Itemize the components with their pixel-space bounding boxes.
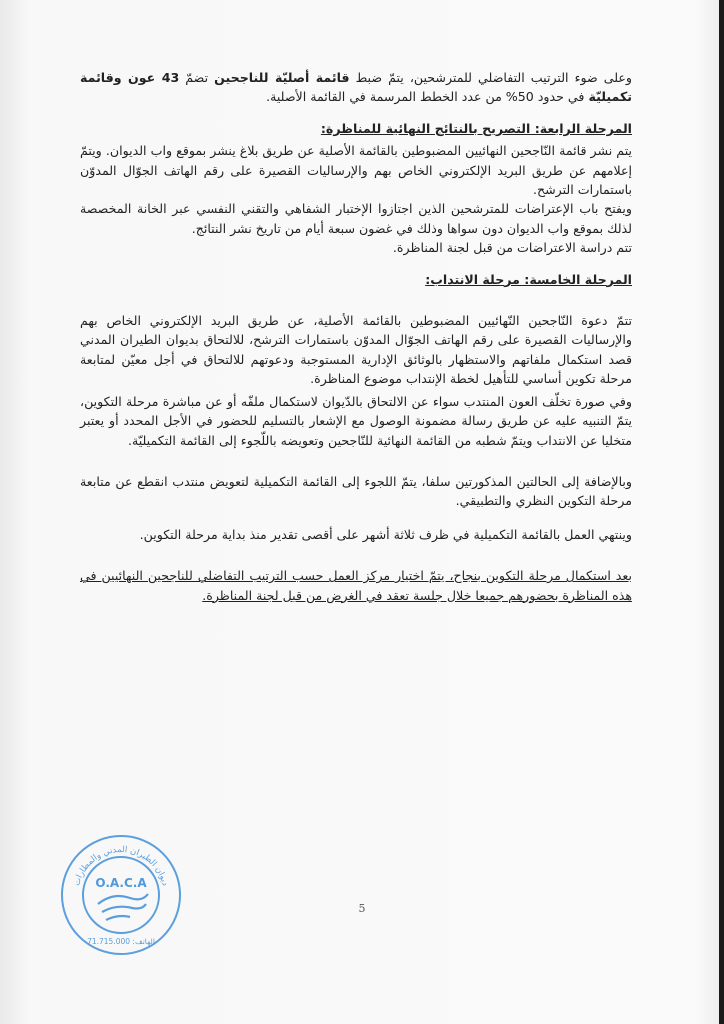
stage5-heading: المرحلة الخامسة: مرحلة الانتداب: xyxy=(425,271,632,287)
stage4-paragraph-2: ويفتح باب الإعتراضات للمترشحين الذين اجتازوا الإختبار الشفاهي والتقني النفسي عبر الخانة المخصصة لذلك بموقع واب الديوان دون سواها وذلك في غضون سبعة أيام من تاريخ نشر النتائج. xyxy=(80,201,632,236)
stamp-arc-text: ديوان الطيران المدني والمطارات xyxy=(72,844,170,888)
stage5-paragraph-4: وينتهي العمل بالقائمة التكميلية في ظرف ثلاثة أشهر على أقصى تقدير منذ بداية مرحلة التكوين. xyxy=(139,526,632,542)
stamp-org: O.A.C.A xyxy=(95,876,147,890)
stamp-phone: الهاتف: 71.715.000 xyxy=(87,937,155,946)
page-number: 5 xyxy=(358,902,366,915)
official-stamp xyxy=(58,832,184,958)
stage5-paragraph-2: وفي صورة تخلّف العون المنتدب سواء عن الالتحاق بالدّيوان لاستكمال ملفّه أو عن مباشرة مرحلة التكوين، يتمّ التنبيه عليه عن طريق رسالة مضمونة الوصول مع الإشعار بالتسليم للحضور في الأجل المحدد أو يعتبر متخليا عن الانتداب ويتمّ شطبه من القائمة النهائية للنّاجحين وتعويضه باللّجوء إلى القائمة التكميليّة. xyxy=(80,393,632,448)
stage5-paragraph-3: وبالإضافة إلى الحالتين المذكورتين سلفا، يتمّ اللجوء إلى القائمة التكميلية لتعويض منتدب انقطع عن متابعة مرحلة التكوين النظري والتطبيقي. xyxy=(80,473,632,509)
intro-bold-2: 43 عون وقائمة تكميليّة xyxy=(80,70,632,105)
intro-text-2: تضمّ xyxy=(179,70,215,85)
stage5-paragraph-5: بعد استكمال مرحلة التكوين بنجاح، يتمّ اختيار مركز العمل حسب الترتيب التفاضلي للناجحين النهائيين في هذه المناظرة بحضورهم جميعا خلال جلسة تعقد في الغرض من قبل لجنة المناظرة. xyxy=(80,568,632,603)
intro-text-1: وعلى ضوء الترتيب التفاضلي للمترشحين، يتمّ ضبط xyxy=(349,70,633,85)
stage4-paragraph-3: تتم دراسة الاعتراضات من قبل لجنة المناظرة. xyxy=(392,240,632,256)
stage4-heading: المرحلة الرابعة: التصريح بالنتائج النهائية للمناظرة: xyxy=(320,120,632,136)
stage5-paragraph-1: تتمّ دعوة النّاجحين النّهائيين المضبوطين بالقائمة الأصلية، عن طريق البريد الإلكتروني الخاص بهم والإرساليات القصيرة على رقم الهاتف الجوّال المدوّن باستمارات الترشح، للالتحاق بديوان الطيران المدني قصد استكمال ملفاتهم والاستظهار بالوثائق الإدارية المستوجبة ودعوتهم للالتحاق في أجل معيّن لمتابعة مرحلة تكوين أساسي للتأهيل لخطة الإنتداب موضوع المناظرة. xyxy=(80,313,632,387)
document-body xyxy=(80,68,632,605)
intro-paragraph xyxy=(80,68,632,107)
intro-text-3: في حدود 50% من عدد الخطط المرسمة في القائمة الأصلية. xyxy=(266,89,589,105)
scan-edge xyxy=(719,0,724,1024)
stage4-paragraph-1: يتم نشر قائمة النّاجحين النهائيين المضبوطين بالقائمة الأصلية عن طريق بلاغ ينشر بموقع واب الديوان. ويتمّ إعلامهم عن طريق البريد الإلكتروني الخاص بهم والإرساليات القصيرة على رقم الهاتف الجوّال المدوّن باستمارات الترشح. xyxy=(80,143,632,198)
stamp-bird-icon xyxy=(98,894,148,920)
intro-bold-1: قائمة أصليّة للناجحين xyxy=(214,70,350,85)
